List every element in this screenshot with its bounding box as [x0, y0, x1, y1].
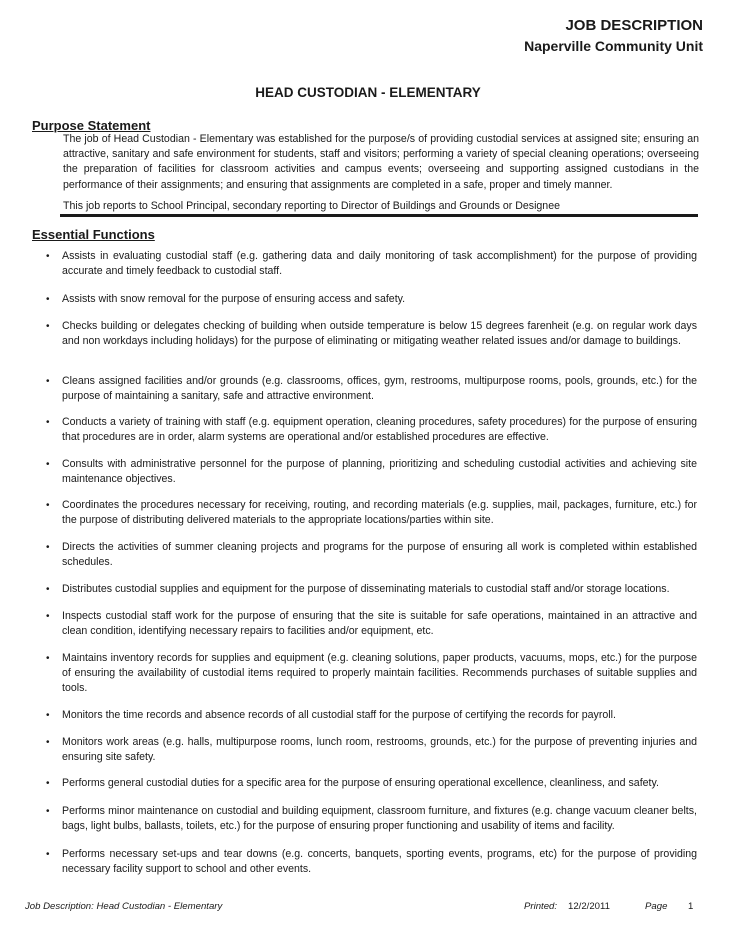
bullet-icon: • — [46, 584, 50, 595]
list-item-text: Checks building or delegates checking of building when outside temperature is below 15 degrees farenheit (e.g. on regular work days and non workdays including holidays) for the purpose of eliminating or mitigating weather related issues and/or damage to buildings. — [62, 320, 697, 348]
footer-document-name: Job Description: Head Custodian - Elementary — [25, 901, 223, 912]
bullet-icon: • — [46, 849, 50, 860]
bullet-icon: • — [46, 611, 50, 622]
bullet-icon: • — [46, 778, 50, 789]
list-item — [46, 415, 697, 445]
list-item — [46, 319, 697, 349]
footer-page-number: 1 — [688, 901, 694, 912]
list-item — [46, 498, 697, 528]
list-item — [46, 249, 697, 279]
section-divider — [60, 214, 698, 217]
list-item-text: Inspects custodial staff work for the purpose of ensuring that the site is suitable for safe operations, maintained in an attractive and clean condition, identifying necessary repairs to facilities and/or equipment, etc. — [62, 610, 697, 638]
list-item — [46, 776, 697, 791]
list-item-text: Maintains inventory records for supplies and equipment (e.g. cleaning solutions, paper products, vacuums, mops, etc.) for the purpose of ensuring the availability of custodial items required to properly maintain facilities. Recommends purchases of suitable supplies and tools. — [62, 652, 697, 695]
essential-functions-heading: Essential Functions — [32, 227, 155, 242]
list-item-text: Conducts a variety of training with staff (e.g. equipment operation, cleaning procedures, safety procedures) for the purpose of ensuring that procedures are in order, alarm systems are operational and/or established procedures are effective. — [62, 416, 697, 444]
bullet-icon: • — [46, 500, 50, 511]
list-item-text: Performs general custodial duties for a specific area for the purpose of ensuring operational excellence, cleanliness, and safety. — [62, 777, 659, 789]
list-item — [46, 651, 697, 697]
list-item-text: Monitors work areas (e.g. halls, multipurpose rooms, lunch room, restrooms, grounds, etc.) for the purpose of preventing injuries and ensuring site safety. — [62, 736, 697, 764]
list-item — [46, 292, 697, 307]
footer-printed-date: 12/2/2011 — [568, 901, 610, 912]
bullet-icon: • — [46, 737, 50, 748]
reports-to-text: This job reports to School Principal, secondary reporting to Director of Buildings and Grounds or Designee — [63, 200, 560, 212]
list-item — [46, 540, 697, 570]
bullet-icon: • — [46, 653, 50, 664]
bullet-icon: • — [46, 251, 50, 262]
bullet-icon: • — [46, 417, 50, 428]
footer-page-label: Page — [645, 901, 668, 912]
purpose-text: The job of Head Custodian - Elementary was established for the purpose/s of providing custodial services at assigned site; ensuring an attractive, sanitary and safe environment for students, staff and visitors; performing a variety of special cleaning operations; overseeing the preparation of facilities for classroom activities and campus events; overseeing and supporting assigned custodians in the performance of their assignments; and ensuring that assignments are completed in a safe, proper and timely manner. — [63, 133, 699, 191]
bullet-icon: • — [46, 376, 50, 387]
header-organization: Naperville Community Unit — [524, 38, 703, 54]
list-item-text: Cleans assigned facilities and/or grounds (e.g. classrooms, offices, gym, restrooms, multipurpose rooms, pools, grounds, etc.) for the purpose of maintaining a sanitary, safe and attractive environment. — [62, 375, 697, 403]
footer-printed-label: Printed: — [524, 901, 558, 912]
list-item — [46, 374, 697, 404]
bullet-icon: • — [46, 321, 50, 332]
document-header — [524, 16, 703, 56]
bullet-icon: • — [46, 294, 50, 305]
bullet-icon: • — [46, 542, 50, 553]
list-item-text: Assists in evaluating custodial staff (e.g. gathering data and daily monitoring of task accomplishment) for the purpose of providing accurate and timely feedback to custodial staff. — [62, 250, 697, 278]
bullet-icon: • — [46, 459, 50, 470]
list-item — [46, 457, 697, 487]
list-item — [46, 847, 697, 877]
list-item-text: Performs necessary set-ups and tear downs (e.g. concerts, banquets, sporting events, programs, etc) for the purpose of providing necessary facility support to school and other events. — [62, 848, 697, 876]
list-item — [46, 735, 697, 765]
bullet-icon: • — [46, 806, 50, 817]
list-item-text: Performs minor maintenance on custodial and building equipment, classroom furniture, and fixtures (e.g. change vacuum cleaner belts, bags, light bulbs, ballasts, toilets, etc.) for the purpose of ensuring proper functioning and usability of items and facility. — [62, 805, 697, 833]
list-item-text: Monitors the time records and absence records of all custodial staff for the purpose of certifying the records for payroll. — [62, 709, 616, 721]
list-item-text: Consults with administrative personnel for the purpose of planning, prioritizing and scheduling custodial activities and achieving site maintenance objectives. — [62, 458, 697, 486]
bullet-icon: • — [46, 710, 50, 721]
list-item-text: Directs the activities of summer cleaning projects and programs for the purpose of ensuring all work is completed within established schedules. — [62, 541, 697, 569]
list-item — [46, 708, 697, 723]
list-item — [46, 804, 697, 834]
list-item — [46, 582, 697, 597]
list-item-text: Coordinates the procedures necessary for receiving, routing, and recording materials (e.g. supplies, mail, packages, furniture, etc.) for the purpose of distributing delivered materials to the appropriate locations/parties within site. — [62, 499, 697, 527]
purpose-heading: Purpose Statement — [32, 118, 151, 133]
list-item-text: Distributes custodial supplies and equipment for the purpose of disseminating materials to custodial staff and/or storage locations. — [62, 583, 670, 595]
list-item-text: Assists with snow removal for the purpose of ensuring access and safety. — [62, 293, 406, 305]
list-item — [46, 609, 697, 639]
job-title: HEAD CUSTODIAN - ELEMENTARY — [255, 85, 481, 100]
header-doc-type: JOB DESCRIPTION — [565, 17, 703, 34]
